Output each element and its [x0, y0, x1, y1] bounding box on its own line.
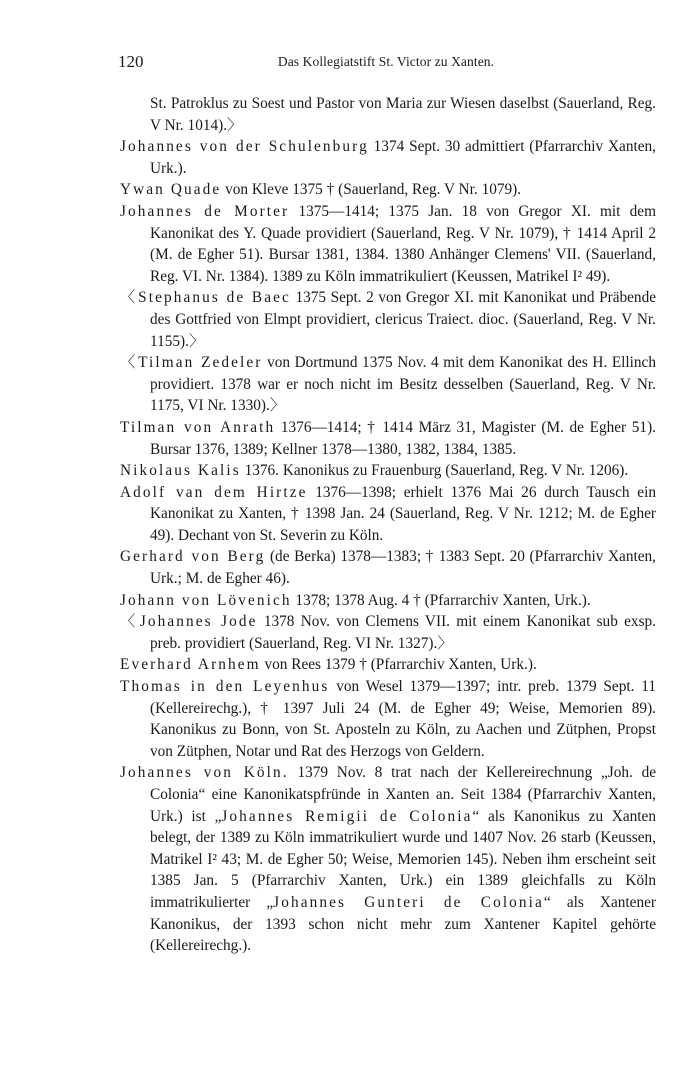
- entry-name: Nikolaus Kalis: [120, 462, 241, 480]
- entry-text: (de Berka) 1378—1383; † 1383 Sept. 20 (Pfarrarchiv Xanten, Urk.; M. de Egher 46).: [150, 548, 656, 588]
- running-title: Das Kollegiatstift St. Victor zu Xanten.: [277, 54, 495, 69]
- entry-name: 〈Tilman Zedeler: [120, 354, 263, 372]
- entry-name: Johannes de Morter: [120, 202, 290, 220]
- entry-text: 1378; 1378 Aug. 4 † (Pfarrarchiv Xanten, Urk.).: [291, 591, 591, 609]
- entry-name: 〈Johannes Jode: [120, 613, 258, 631]
- entry-text: 1378 Nov. von Clemens VII. mit einem Kanonikat sub exsp. preb. providiert (Sauerland, Reg. VI Nr. 1327).〉: [150, 613, 656, 652]
- entry-text: “ als Xantener Kanonikus, der 1393 schon nicht mehr zum Xantener Kapitel gehörte (Kellereirechg.).: [150, 893, 656, 955]
- entry-text: von Kleve 1375 † (Sauerland, Reg. V Nr. 1079).: [221, 181, 522, 199]
- page-number: 120: [118, 52, 144, 71]
- entry: [120, 460, 656, 482]
- entry-text: von Wesel 1379—1397; intr. preb. 1379 Sept. 11 (Kellereirechg.), † 1397 Juli 24 (M. de Egher 49; Weise, Memorien 89). Kanonikus zu Bonn, von St. Aposteln zu Köln, zu Aachen und Zütphen, Propst von Zütphen, Notar und Rat des Herzogs von Geldern.: [150, 678, 656, 760]
- page-header: [118, 52, 654, 74]
- entry: [120, 352, 656, 417]
- entry-text: 1375—1414; 1375 Jan. 18 von Gregor XI. mit dem Kanonikat des Y. Quade providiert (Sauerland, Reg. V Nr. 1079), † 1414 April 2 (M. de Egher 51). Bursar 1381, 1384. 1380 Anhänger Clemens' VII. (Sauerland, Reg. VI. Nr. 1384). 1389 zu Köln immatrikuliert (Keussen, Matrikel I² 49).: [150, 202, 656, 285]
- entry-name: Gerhard von Berg: [120, 548, 266, 566]
- page-body: [120, 93, 656, 957]
- entry: [120, 654, 656, 676]
- entry-name: Johannes von Köln.: [120, 764, 289, 782]
- entry-text: 1374 Sept. 30 admittiert (Pfarrarchiv Xanten, Urk.).: [150, 138, 656, 177]
- entry-name: Tilman von Anrath: [120, 418, 276, 436]
- entry-name-variant: Johannes Gunteri de Colonia: [273, 893, 544, 911]
- entry: [120, 179, 656, 201]
- entry-name: 〈Stephanus de Baec: [120, 289, 291, 307]
- entry: [120, 590, 656, 612]
- entry-name: Ywan Quade: [120, 181, 222, 199]
- entry-text: von Dortmund 1375 Nov. 4 mit dem Kanonikat des H. Ellinch providiert. 1378 war er noch nicht im Besitz desselben (Sauerland, Reg. V Nr. 1175, VI Nr. 1330).〉: [150, 354, 656, 415]
- entry-text: St. Patroklus zu Soest und Pastor von Maria zur Wiesen daselbst (Sauerland, Reg. V Nr. 1014).〉: [150, 95, 656, 134]
- entry-text: 1376. Kanonikus zu Frauenburg (Sauerland, Reg. V Nr. 1206).: [240, 462, 629, 480]
- entry: [120, 546, 656, 589]
- entry-name-variant: Johannes Remigii de Colonia: [221, 807, 473, 825]
- entry: [120, 611, 656, 654]
- entry-name: Thomas in den Leyenhus: [120, 678, 330, 696]
- entry-text: 1376—1414; † 1414 März 31, Magister (M. de Egher 51). Bursar 1376, 1389; Kellner 1378—1380, 1382, 1384, 1385.: [150, 418, 657, 458]
- entry-continuation: [120, 93, 656, 136]
- entry-text: “ als Kanonikus zu Xanten belegt, der 1389 zu Köln immatrikuliert wurde und 1407 Nov. 26 starb (Keussen, Matrikel I² 43; M. de Egher 50; Weise, Memorien 145). Neben ihm erscheint seit 1385 Jan. 5 (Pfarrarchiv Xanten, Urk.) ein 1389 gleichfalls zu Köln immatrikulierter „: [150, 807, 656, 911]
- entry: [120, 676, 656, 762]
- entry: [120, 136, 656, 179]
- entry-name: Everhard Arnhem: [120, 656, 261, 674]
- entry: [120, 201, 656, 287]
- entry-text: 1375 Sept. 2 von Gregor XI. mit Kanonikat und Präbende des Gottfried von Elmpt providiert, clericus Traiect. dioc. (Sauerland, Reg. V Nr. 1155).〉: [150, 289, 657, 350]
- entry-name: Johannes von der Schulenburg: [120, 138, 369, 156]
- entry-name: Adolf van dem Hirtze: [120, 483, 308, 501]
- entry-text: 1376—1398; erhielt 1376 Mai 26 durch Tausch ein Kanonikat zu Xanten, † 1398 Jan. 24 (Sauerland, Reg. V Nr. 1212; M. de Egher 49). Dechant von St. Severin zu Köln.: [150, 483, 656, 544]
- entry-text: 1379 Nov. 8 trat nach der Kellereirechnung „Joh. de Colonia“ eine Kanonikatspfründe in Xanten an. Seit 1384 (Pfarrarchiv Xanten, Urk.) ist „: [150, 764, 657, 825]
- entry: [120, 482, 656, 547]
- entry: [120, 287, 656, 352]
- entry: [120, 762, 656, 956]
- entry-name: Johann von Lövenich: [120, 591, 292, 609]
- entry: [120, 417, 656, 460]
- entry-text: von Rees 1379 † (Pfarrarchiv Xanten, Urk.).: [260, 656, 537, 674]
